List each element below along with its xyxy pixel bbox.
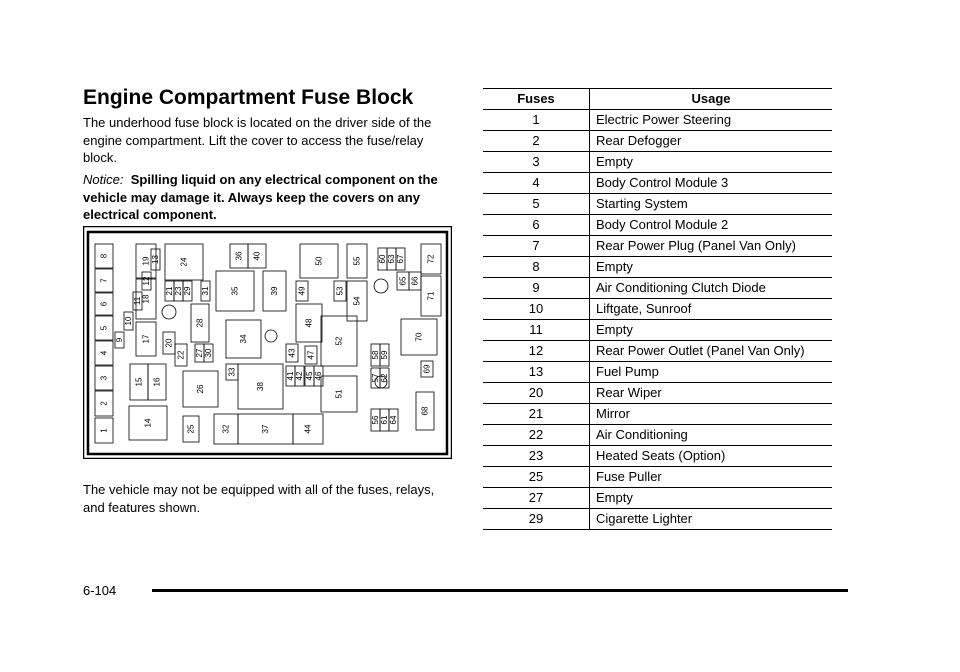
fuse-label: 48 (304, 318, 314, 328)
fuse-number-cell: 7 (483, 236, 590, 257)
fuse-number-cell: 10 (483, 299, 590, 320)
fuse-label: 50 (314, 256, 324, 266)
fuse-usage-table (483, 88, 832, 530)
fuse-label: 24 (179, 257, 189, 267)
table-row (483, 236, 832, 257)
table-row (483, 131, 832, 152)
fuse-label: 71 (426, 291, 436, 301)
fuse-label: 42 (295, 371, 304, 381)
fuse-label: 27 (195, 348, 204, 358)
fuse-usage-cell: Starting System (590, 194, 833, 215)
fuse-label: 34 (239, 334, 248, 344)
fuse-label: 66 (410, 276, 420, 286)
fuse-label: 58 (371, 350, 380, 360)
fuse-label: 39 (270, 286, 279, 296)
fuse-label: 38 (256, 382, 265, 391)
fuse-label: 25 (186, 424, 196, 434)
usage-column-header: Usage (590, 89, 833, 110)
fuse-label: 47 (306, 350, 316, 360)
fuse-number-cell: 20 (483, 383, 590, 404)
fuse-label: 44 (303, 424, 313, 434)
fuse-usage-cell: Fuel Pump (590, 362, 833, 383)
fuse-usage-cell: Mirror (590, 404, 833, 425)
fuse-label: 69 (422, 364, 432, 374)
fuse-usage-cell: Air Conditioning (590, 425, 833, 446)
fuse-number-cell: 1 (483, 110, 590, 131)
fuse-label: 11 (133, 296, 142, 306)
fuse-label: 49 (297, 286, 307, 296)
fuse-label: 32 (221, 424, 231, 434)
fuse-block-diagram (83, 226, 452, 459)
table-row (483, 467, 832, 488)
fuse-usage-cell: Empty (590, 152, 833, 173)
fuse-label: 7 (99, 278, 109, 283)
fuse-label: 26 (196, 384, 205, 394)
fuse-label: 3 (99, 375, 109, 381)
fuse-usage-cell: Liftgate, Sunroof (590, 299, 833, 320)
fuse-label: 61 (380, 415, 389, 425)
fuse-number-cell: 5 (483, 194, 590, 215)
fuse-label: 55 (352, 256, 362, 266)
fuse-label: 16 (152, 377, 162, 387)
fuse-label: 46 (314, 371, 323, 381)
table-row (483, 299, 832, 320)
fuse-label: 30 (204, 348, 213, 358)
fuse-label: 14 (143, 418, 153, 428)
vehicle-equipment-note: The vehicle may not be equipped with all of the fuses, relays, and features shown. (83, 482, 435, 515)
fuse-label: 21 (165, 286, 174, 296)
notice-paragraph (83, 171, 453, 224)
table-row (483, 215, 832, 236)
table-row (483, 173, 832, 194)
fuse-label: 23 (174, 286, 183, 296)
fuse-label: 33 (227, 367, 237, 377)
fuse-usage-cell: Empty (590, 320, 833, 341)
fuse-label: 51 (334, 389, 344, 399)
fuse-label: 28 (195, 318, 205, 328)
table-header-row (483, 89, 832, 110)
fuse-label: 2 (99, 401, 109, 406)
fuse-label: 40 (252, 251, 262, 261)
fuse-label: 19 (141, 256, 151, 266)
table-row (483, 320, 832, 341)
fuse-number-cell: 11 (483, 320, 590, 341)
fuses-column-header: Fuses (483, 89, 590, 110)
table-row (483, 362, 832, 383)
table-row (483, 488, 832, 509)
fuse-number-cell: 3 (483, 152, 590, 173)
fuse-usage-cell: Body Control Module 3 (590, 173, 833, 194)
fuse-number-cell: 21 (483, 404, 590, 425)
fuse-label: 70 (414, 332, 424, 342)
table-row (483, 194, 832, 215)
fuse-label: 52 (334, 336, 344, 346)
fuse-number-cell: 4 (483, 173, 590, 194)
fuse-label: 63 (387, 254, 396, 264)
fuse-usage-cell: Air Conditioning Clutch Diode (590, 278, 833, 299)
fuse-label: 45 (305, 371, 314, 381)
fuse-usage-cell: Rear Power Plug (Panel Van Only) (590, 236, 833, 257)
table-row (483, 278, 832, 299)
fuse-label: 53 (335, 286, 345, 296)
fuse-label: 65 (398, 276, 408, 286)
footer-rule (152, 589, 848, 592)
fuse-label: 17 (141, 334, 151, 344)
fuse-number-cell: 9 (483, 278, 590, 299)
fuse-number-cell: 22 (483, 425, 590, 446)
fuse-usage-cell: Rear Defogger (590, 131, 833, 152)
fuse-label: 12 (142, 276, 151, 286)
fuse-number-cell: 23 (483, 446, 590, 467)
fuse-label: 10 (124, 316, 133, 326)
fuse-label: 6 (99, 301, 109, 307)
page-number: 6-104 (83, 583, 117, 598)
fuse-label: 8 (99, 253, 109, 259)
fuse-usage-cell: Electric Power Steering (590, 110, 833, 131)
table-row (483, 257, 832, 278)
fuse-usage-cell: Empty (590, 488, 833, 509)
fuse-label: 1 (99, 428, 109, 433)
fuse-usage-cell: Fuse Puller (590, 467, 833, 488)
fuse-label: 41 (286, 371, 295, 381)
fuse-label: 4 (99, 350, 109, 356)
notice-label: Notice: (83, 172, 124, 187)
stud-circle (162, 305, 176, 319)
stud-circle (374, 279, 388, 293)
fuse-label: 67 (396, 254, 405, 264)
fuse-label: 18 (141, 294, 151, 304)
fuse-label: 9 (115, 337, 124, 343)
fuse-number-cell: 6 (483, 215, 590, 236)
fuse-number-cell: 27 (483, 488, 590, 509)
fuse-usage-cell: Rear Power Outlet (Panel Van Only) (590, 341, 833, 362)
fuse-label: 68 (420, 406, 430, 416)
fuse-number-cell: 25 (483, 467, 590, 488)
table-row (483, 110, 832, 131)
fuse-label: 36 (234, 251, 244, 261)
table-row (483, 446, 832, 467)
intro-paragraph: The underhood fuse block is located on the driver side of the engine compartment. Lift the cover to access the fuse/relay block. (83, 115, 432, 165)
fuse-usage-cell: Body Control Module 2 (590, 215, 833, 236)
fuse-label: 22 (176, 350, 186, 360)
fuse-number-cell: 8 (483, 257, 590, 278)
table-row (483, 383, 832, 404)
table-row (483, 152, 832, 173)
table-row (483, 425, 832, 446)
fuse-label: 31 (201, 286, 210, 296)
fuse-label: 20 (164, 338, 174, 348)
fuse-label: 60 (378, 254, 387, 264)
table-row (483, 404, 832, 425)
stud-circle (265, 330, 277, 342)
fuse-label: 13 (151, 255, 160, 264)
fuse-label: 72 (426, 254, 436, 264)
fuse-label: 35 (230, 286, 240, 296)
fuse-number-cell: 2 (483, 131, 590, 152)
table-row (483, 341, 832, 362)
fuse-label: 59 (380, 350, 389, 360)
fuse-label: 29 (183, 286, 192, 296)
fuse-label: 62 (380, 373, 389, 383)
fuse-usage-cell: Heated Seats (Option) (590, 446, 833, 467)
fuse-label: 57 (371, 373, 380, 383)
fuse-label: 15 (134, 377, 144, 387)
page-title: Engine Compartment Fuse Block (83, 86, 414, 109)
fuse-usage-cell: Cigarette Lighter (590, 509, 833, 530)
fuse-number-cell: 12 (483, 341, 590, 362)
fuse-label: 37 (261, 424, 270, 434)
fuse-usage-cell: Rear Wiper (590, 383, 833, 404)
fuse-label: 54 (352, 296, 362, 306)
fuse-label: 56 (371, 415, 380, 425)
fuse-number-cell: 29 (483, 509, 590, 530)
fuse-number-cell: 13 (483, 362, 590, 383)
fuse-label: 64 (389, 415, 398, 425)
fuse-usage-cell: Empty (590, 257, 833, 278)
fuse-label: 43 (287, 348, 297, 358)
table-row (483, 509, 832, 530)
notice-text: Spilling liquid on any electrical component on the vehicle may damage it. Always keep the covers on any electrical component. (83, 172, 438, 222)
fuse-label: 5 (99, 325, 109, 331)
